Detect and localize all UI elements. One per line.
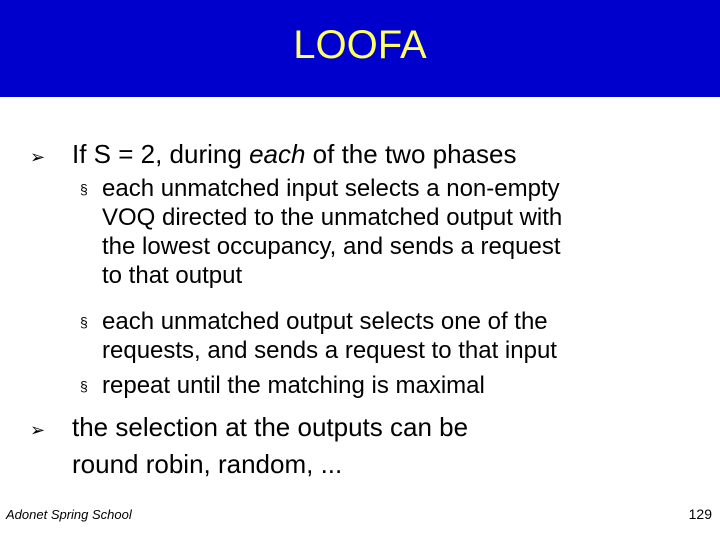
bullet-1 — [72, 139, 516, 170]
subbullet-square-icon: § — [80, 378, 88, 394]
bullet-2-line-2: round robin, random, ... — [72, 449, 343, 479]
subbullet-square-icon: § — [80, 181, 88, 197]
bullet-1-pre: If S = 2, during — [72, 139, 250, 169]
bullet-arrow-icon: ➢ — [30, 147, 46, 167]
subbullet-1-line-4: to that output — [102, 262, 243, 289]
subbullet-2-line-1: each unmatched output selects one of the — [102, 308, 548, 335]
bullet-1-post: of the two phases — [305, 139, 517, 169]
slide-title: LOOFA — [293, 23, 427, 67]
subbullet-1-line-2: VOQ directed to the unmatched output with — [102, 204, 563, 231]
bullet-1-em: each — [249, 139, 306, 169]
subbullet-square-icon: § — [80, 314, 88, 330]
subbullet-3-line-1: repeat until the matching is maximal — [102, 372, 485, 399]
subbullet-1-line-3: the lowest occupancy, and sends a request — [102, 233, 561, 260]
subbullet-2-line-2: requests, and sends a request to that input — [102, 337, 557, 364]
footer-school-name: Adonet Spring School — [6, 507, 132, 522]
subbullet-1-line-1: each unmatched input selects a non-empty — [102, 175, 560, 202]
bullet-2-line-1: the selection at the outputs can be — [72, 412, 469, 442]
bullet-arrow-icon: ➢ — [30, 420, 46, 440]
page-number: 129 — [688, 506, 712, 522]
